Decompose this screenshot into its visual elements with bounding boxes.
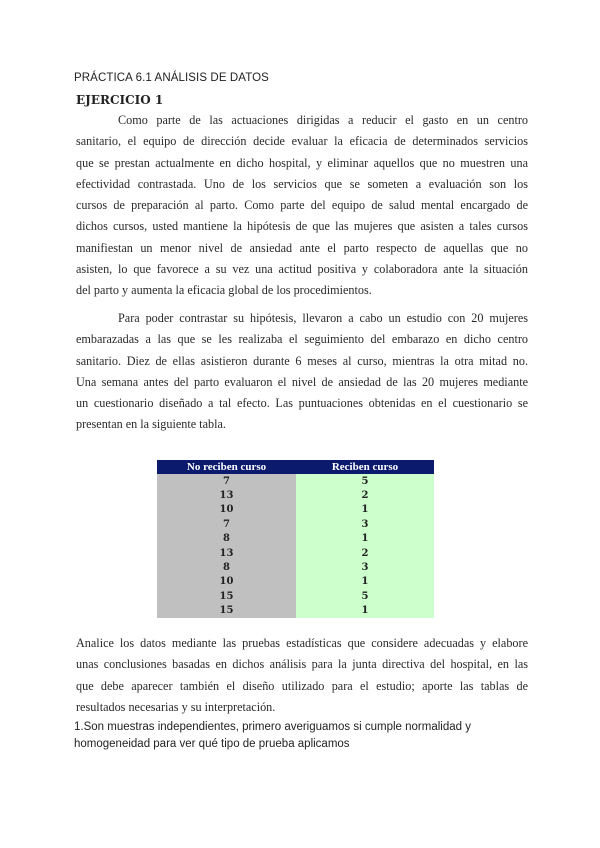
anxiety-scores-table <box>157 460 434 618</box>
paragraph-intro <box>76 110 528 302</box>
cell-course: 3 <box>296 517 434 531</box>
text-line: Como parte de las actuaciones dirigidas a reducir el gasto en un centro <box>118 113 528 127</box>
table-row <box>157 517 434 531</box>
text-line: resultados necesarias y su interpretación. <box>76 699 276 714</box>
cell-no-course: 8 <box>157 560 296 574</box>
cell-course: 1 <box>296 604 434 618</box>
table-row <box>157 589 434 603</box>
header-no-course: No reciben curso <box>157 460 296 474</box>
cell-no-course: 7 <box>157 517 296 531</box>
table-row <box>157 604 434 618</box>
cell-no-course: 13 <box>157 546 296 560</box>
text-line: unas conclusiones basadas en dichos análisis para la junta directiva del hospital, en las <box>76 657 528 672</box>
cell-no-course: 10 <box>157 575 296 589</box>
text-line: Una semana antes del parto evaluaron el nivel de ansiedad de las 20 mujeres mediante <box>76 374 528 389</box>
cell-course: 2 <box>296 488 434 502</box>
table-row <box>157 546 434 560</box>
text-line: efectividad contrastada. Uno de los servicios que se someten a evaluación son los <box>76 176 528 191</box>
table-row <box>157 488 434 502</box>
exercise-title: EJERCICIO 1 <box>76 93 164 107</box>
cell-no-course: 15 <box>157 589 296 603</box>
practice-heading: PRÁCTICA 6.1 ANÁLISIS DE DATOS <box>74 72 269 84</box>
table-header-row <box>157 460 434 474</box>
cell-course: 5 <box>296 589 434 603</box>
text-line: Analice los datos mediante las pruebas estadísticas que considere adecuadas y elabore <box>76 636 528 650</box>
text-line: un cuestionario diseñado a tal efecto. Las puntuaciones obtenidas en el cuestionario se <box>76 396 528 411</box>
cell-course: 5 <box>296 474 434 488</box>
cell-no-course: 7 <box>157 474 296 488</box>
text-line: del parto y aumenta la eficacia global de los procedimientos. <box>76 283 372 298</box>
text-line: dichos cursos, usted mantiene la hipótesis de que las mujeres que asisten a tales cursos <box>76 219 528 234</box>
table-row <box>157 474 434 488</box>
cell-course: 1 <box>296 575 434 589</box>
table-row <box>157 575 434 589</box>
cell-no-course: 15 <box>157 604 296 618</box>
text-line: embarazadas a las que se les realizaba el seguimiento del embarazo en dicho centro <box>76 332 528 347</box>
cell-course: 3 <box>296 560 434 574</box>
cell-no-course: 13 <box>157 488 296 502</box>
text-line: manifiestan un menor nivel de ansiedad ante el parto respecto de aquellas que no <box>76 240 528 255</box>
text-line: que se prestan actualmente en dicho hospital, y eliminar aquellos que no muestren una <box>76 155 528 170</box>
text-line: cursos de preparación al parto. Como parte del equipo de salud mental encargado de <box>76 198 528 213</box>
text-line: homogeneidad para ver qué tipo de prueba aplicamos <box>74 738 350 750</box>
cell-course: 1 <box>296 503 434 517</box>
table-row <box>157 560 434 574</box>
text-line: sanitario. Diez de ellas asistieron durante 6 meses al curso, mientras la otra mitad no. <box>76 353 528 368</box>
text-line: Para poder contrastar su hipótesis, llevaron a cabo un estudio con 20 mujeres <box>118 311 528 325</box>
cell-no-course: 8 <box>157 532 296 546</box>
paragraph-study <box>76 308 528 436</box>
text-line: presentan en la siguiente tabla. <box>76 417 226 432</box>
header-course: Reciben curso <box>296 460 434 474</box>
table-row <box>157 532 434 546</box>
cell-course: 2 <box>296 546 434 560</box>
text-line: 1.Son muestras independientes, primero averiguamos si cumple normalidad y <box>74 721 471 733</box>
paragraph-instructions <box>76 633 528 718</box>
text-line: asisten, lo que favorece a su vez una actitud positiva y colaboradora ante la situación <box>76 262 528 277</box>
table-row <box>157 503 434 517</box>
cell-no-course: 10 <box>157 503 296 517</box>
text-line: que debe aparecer también el diseño utilizado para el estudio; aporte las tablas de <box>76 678 528 693</box>
text-line: sanitario, el equipo de dirección decide evaluar la eficacia de determinados servicios <box>76 134 528 149</box>
answer-note <box>74 719 534 753</box>
cell-course: 1 <box>296 532 434 546</box>
